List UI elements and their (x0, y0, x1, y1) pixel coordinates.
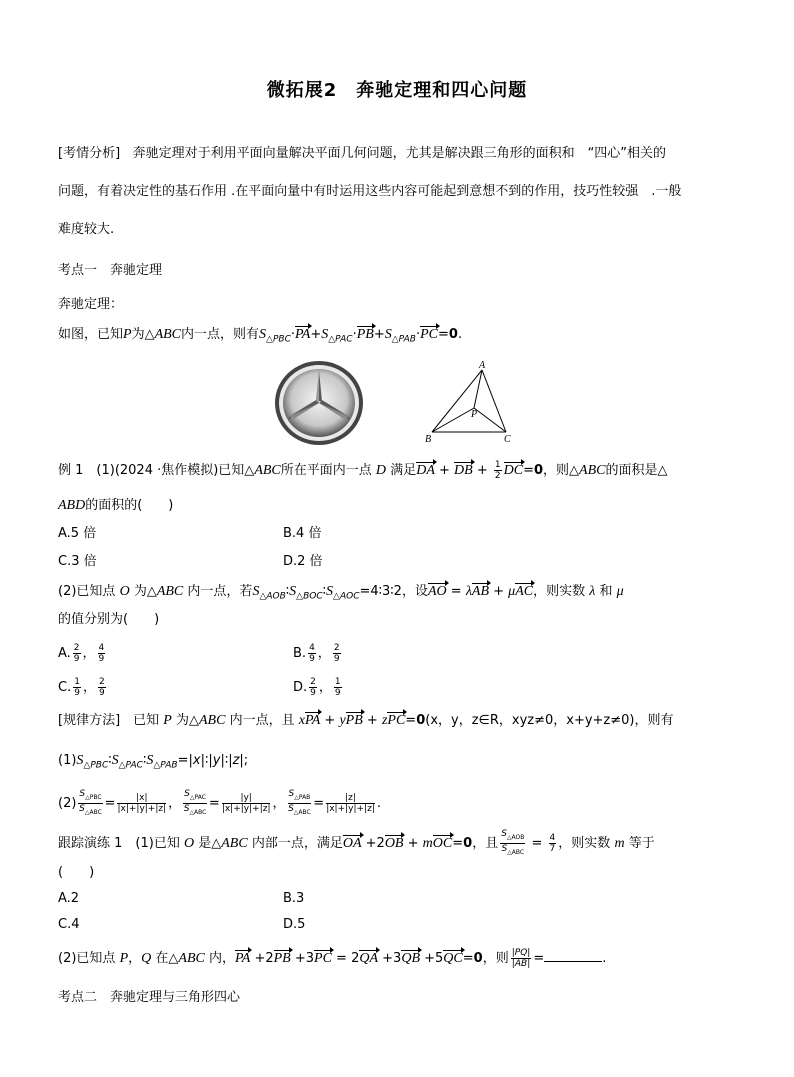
example-1-line2-text: 的面积的( ) (85, 498, 174, 513)
vertex-label-c: C (504, 434, 511, 445)
method-item-1: $(1)S_{\triangle PBC}∶S_{\triangle PAC}∶S_{\triangle PAB}=|x|∶|y|∶|z|$; (58, 753, 249, 771)
practice-1-line-1: 跟踪演练 1 (1)已知 O 是△ABC 内部一点，满足OA +2OB + mOC=0，且 $\frac{S_{\triangle AOB}}{S_{\triangle ABC}}$ = $\frac{4}{7}$ ，则实数 m 等于 (58, 829, 655, 856)
option-b[interactable]: B.4 倍 (283, 526, 322, 541)
method-prefix: [规律方法] 已知 (58, 713, 160, 728)
practice-c: ，且 (472, 835, 499, 851)
practice-1-part2: (2)已知点 P，Q 在△ABC 内，PA +2PB +3PC = 2QA +3QB +5QC=0，则 $\frac{|PQ|}{|AB|}$ = . (58, 948, 607, 969)
point-label-p: P (471, 409, 478, 420)
practice-part2-c: 内， (209, 951, 236, 966)
option-2-a[interactable]: A. $\frac{2}{9}$ ， $\frac{4}{9}$ (58, 643, 105, 664)
method-item2-prefix: (2) (58, 795, 77, 811)
example-1-part2-line-2: 的值分别为( ) (58, 612, 160, 627)
option-2-c[interactable]: C. $\frac{1}{9}$ ， $\frac{2}{9}$ (58, 677, 105, 698)
practice-option-a[interactable]: A.2 (58, 891, 80, 906)
option-c[interactable]: C.3 倍 (58, 554, 97, 569)
opt-label-b: B. (293, 646, 307, 661)
option-d[interactable]: D.2 倍 (283, 554, 323, 569)
practice-option-b[interactable]: B.3 (283, 891, 305, 906)
part2-b: 为△ (133, 584, 157, 599)
practice-b: 内部一点，满足 (251, 835, 343, 851)
intro-text-1: 奔驰定理对于利用平面向量解决平面几何问题，尤其是解决跟三角形的面积和 “四心”相关的 (132, 146, 667, 161)
practice-e: 等于 (628, 835, 655, 851)
vertex-label-a: A (479, 360, 486, 371)
part2-e: 和 (599, 584, 613, 599)
theorem-text-c: 内一点，则有 (181, 327, 260, 342)
practice-part2-b: 在△ (155, 951, 179, 966)
intro-tag: [考情分析] (58, 146, 121, 161)
example-1-line-1: 例 1 (1)(2024 ·焦作模拟)已知△ABC所在平面内一点 D 满足DA + DB + $\frac{1}{2}$ DC=0，则△ABC的面积是△ (58, 460, 668, 481)
example-1-tail: ，则△ (543, 463, 580, 478)
theorem-text-end: . (457, 327, 463, 342)
part2-d: ，则实数 (533, 584, 586, 599)
theorem-text-b: 为△ (131, 327, 155, 342)
intro-line-2: 问题，有着决定性的基石作用 .在平面向量中有时运用这些内容可能起到意想不到的作用，技巧性较强 .一般 (58, 184, 682, 199)
practice-1-paren: ( ) (58, 865, 95, 880)
vertex-label-b: B (425, 434, 432, 445)
example-1-prefix: 例 1 (1)(2024 ·焦作模拟)已知△ (58, 463, 255, 478)
example-1-cond: 满足 (390, 463, 417, 478)
triangle-diagram (418, 358, 518, 448)
part2-ratio: =4∶3∶2，设 (359, 584, 428, 599)
theorem-statement: 如图，已知P为△ABC内一点，则有$S_{\triangle PBC}\cdot PA+S_{\triangle PAC}\cdot PB+S_{\triangle PAB}\cdot PC=0$. (58, 327, 463, 345)
practice-part2-a: (2)已知点 (58, 951, 116, 966)
practice-part2-d: ，则 (482, 951, 509, 966)
practice-a: 是△ (198, 835, 222, 851)
practice-option-c[interactable]: C.4 (58, 917, 80, 932)
practice-prefix: 跟踪演练 1 (1)已知 (58, 835, 180, 851)
example-1-tail2: 的面积是△ (605, 463, 668, 478)
opt-label-c: C. (58, 680, 72, 695)
practice-d: ，则实数 (558, 835, 611, 851)
method-b: 内一点，且 (229, 713, 295, 728)
example-1-part2-line-1: (2)已知点 O 为△ABC 内一点，若$S_{\triangle AOB}∶S_{\triangle BOC}∶S_{\triangle AOC}=4∶3∶2$，设AO = λAB + μAC，则实数 λ 和 μ (58, 584, 624, 602)
opt-label-a: A. (58, 646, 71, 661)
intro-line-3: 难度较大. (58, 222, 115, 237)
section-heading-2: 考点二 奔驰定理与三角形四心 (58, 990, 241, 1005)
method-a: 为△ (176, 713, 199, 728)
mercedes-logo-icon (272, 358, 368, 448)
option-a[interactable]: A.5 倍 (58, 526, 97, 541)
theorem-text-a: 如图，已知 (58, 327, 124, 342)
method-c: (x，y，z∈R，xyz≠0，x+y+z≠0)，则有 (425, 713, 674, 728)
section-heading-1: 考点一 奔驰定理 (58, 263, 163, 278)
theorem-label: 奔驰定理： (58, 297, 124, 312)
opt-label-d: D. (293, 680, 308, 695)
option-2-d[interactable]: D. $\frac{2}{9}$ ， $\frac{1}{9}$ (293, 677, 341, 698)
answer-blank[interactable] (544, 949, 602, 962)
method-item-2: (2) $\frac{S_{\triangle PBC}}{S_{\triangle ABC}}$ = $\frac{|x|}{|x|+|y|+|z|}$ ， $\frac{S_{\triangle PAC}}{S_{\triangle ABC}}$ = $\frac{|y|}{|x|+|y|+|z|}$ ， $\frac{S_{\triangle PAB}}{S_{\triangle ABC}}$ = $\frac{|z|}{|x|+|y|+|z|}$ . (58, 789, 381, 816)
intro-line-1 (58, 145, 666, 163)
method-item1-prefix: (1) (58, 753, 77, 768)
example-1-line-2: ABD的面积的( ) (58, 498, 174, 513)
method-line: [规律方法] 已知 P 为△ABC 内一点，且 xPA + yPB + zPC=0(x，y，z∈R，xyz≠0，x+y+z≠0)，则有 (58, 713, 674, 728)
part2-a: (2)已知点 (58, 584, 116, 599)
page-title: 微拓展2 奔驰定理和四心问题 (266, 80, 528, 101)
example-1-mid: 所在平面内一点 (280, 463, 372, 478)
option-2-b[interactable]: B. $\frac{4}{9}$ ， $\frac{2}{9}$ (293, 643, 340, 664)
practice-option-d[interactable]: D.5 (283, 917, 306, 932)
part2-c: 内一点，若 (187, 584, 253, 599)
